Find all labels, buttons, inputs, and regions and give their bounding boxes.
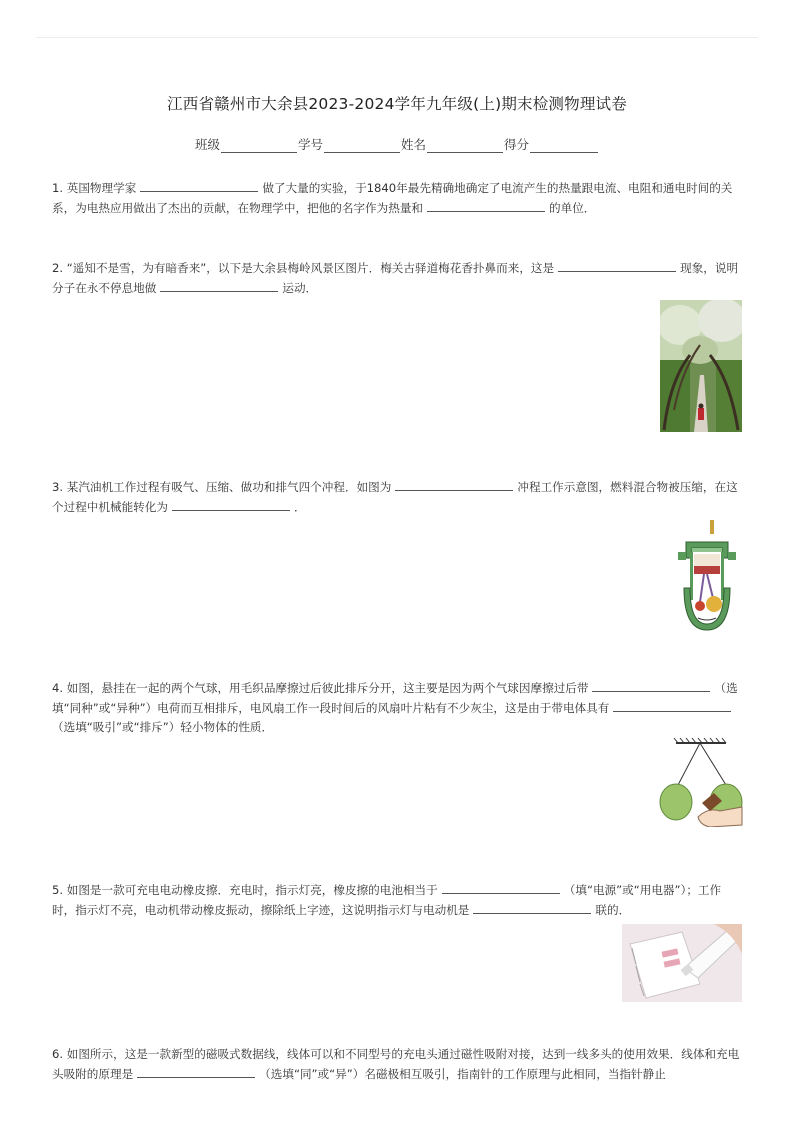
q2-blank-2[interactable] xyxy=(160,278,278,292)
info-name-label: 姓名 xyxy=(401,137,427,152)
q3-text-b: 冲程工作示意图，燃料混合物被压缩，在这个过程中机械能转化为 xyxy=(52,480,738,514)
question-5 xyxy=(52,880,742,920)
student-info-row xyxy=(0,135,794,153)
q2-blank-1[interactable] xyxy=(558,258,676,272)
info-number-label: 学号 xyxy=(297,137,323,152)
q5-blank-2[interactable] xyxy=(473,900,591,914)
q1-text-b: 做了大量的实验，于1840年最先精确地确定了电流产生的热量跟电流、电阻和通电时间的关系，为电热应用做出了杰出的贡献，在物理学中，把他的名字作为热量和 xyxy=(52,181,733,215)
q2-text-a: 2. “遥知不是雪，为有暗香来”，以下是大余县梅岭风景区图片．梅关古驿道梅花香扑鼻而来，这是 xyxy=(52,261,555,275)
q6-blank-1[interactable] xyxy=(137,1064,255,1078)
q1-text-a: 1. 英国物理学家 xyxy=(52,181,137,195)
info-score-label: 得分 xyxy=(504,137,530,152)
q3-text-a: 3. 某汽油机工作过程有吸气、压缩、做功和排气四个冲程．如图为 xyxy=(52,480,392,494)
q6-text-b: （选填“同”或“异”）名磁极相互吸引，指南针的工作原理与此相同，当指针静止 xyxy=(259,1067,666,1081)
info-number-blank[interactable] xyxy=(324,138,400,153)
q4-text-c: （选填“吸引”或“排斥”）轻小物体的性质． xyxy=(52,720,274,734)
q6-text-a: 6. 如图所示，这是一款新型的磁吸式数据线，线体可以和不同型号的充电头通过磁性吸附对接，达到一线多头的使用效果．线体和充电头吸附的原理是 xyxy=(52,1047,740,1081)
header-divider xyxy=(36,37,758,38)
q5-text-a: 5. 如图是一款可充电电动橡皮擦．充电时，指示灯亮，橡皮擦的电池相当于 xyxy=(52,883,438,897)
question-3 xyxy=(52,477,742,517)
q3-blank-2[interactable] xyxy=(172,497,290,511)
info-class-blank[interactable] xyxy=(221,138,297,153)
question-4 xyxy=(52,678,742,737)
gasoline-engine-stroke-diagram xyxy=(676,518,738,634)
q2-text-c: 运动． xyxy=(282,281,318,295)
q5-text-c: 联的． xyxy=(595,903,631,917)
info-class-label: 班级 xyxy=(194,137,220,152)
info-name-blank[interactable] xyxy=(427,138,503,153)
q5-blank-1[interactable] xyxy=(442,880,560,894)
q4-blank-2[interactable] xyxy=(613,698,731,712)
q3-blank-1[interactable] xyxy=(395,477,513,491)
page-title: 江西省赣州市大余县2023-2024学年九年级(上)期末检测物理试卷 xyxy=(167,95,627,113)
info-score-blank[interactable] xyxy=(530,138,598,153)
q1-text-c: 的单位． xyxy=(549,201,596,215)
plum-blossom-trail-image xyxy=(660,300,742,432)
q1-blank-2[interactable] xyxy=(427,198,545,212)
q4-text-b: （选填“同种”或“异种”）电荷而互相排斥，电风扇工作一段时间后的风扇叶片粘有不少灰尘，这是由于带电体具有 xyxy=(52,681,738,715)
balloons-friction-diagram xyxy=(658,737,744,827)
q5-text-b: （填“电源”或“用电器”）；工作时，指示灯不亮，电动机带动橡皮振动，擦除纸上字迹，这说明指示灯与电动机是 xyxy=(52,883,722,917)
q4-blank-1[interactable] xyxy=(592,678,710,692)
q4-text-a: 4. 如图，悬挂在一起的两个气球，用毛织品摩擦过后彼此排斥分开，这主要是因为两个气球因摩擦过后带 xyxy=(52,681,589,695)
electric-eraser-image xyxy=(622,924,742,1002)
question-6 xyxy=(52,1045,742,1084)
q3-text-c: ． xyxy=(293,500,306,514)
q1-blank-1[interactable] xyxy=(140,178,258,192)
question-1 xyxy=(52,178,742,218)
question-2 xyxy=(52,258,742,298)
q2-text-b: 现象，说明分子在永不停息地做 xyxy=(52,261,739,295)
